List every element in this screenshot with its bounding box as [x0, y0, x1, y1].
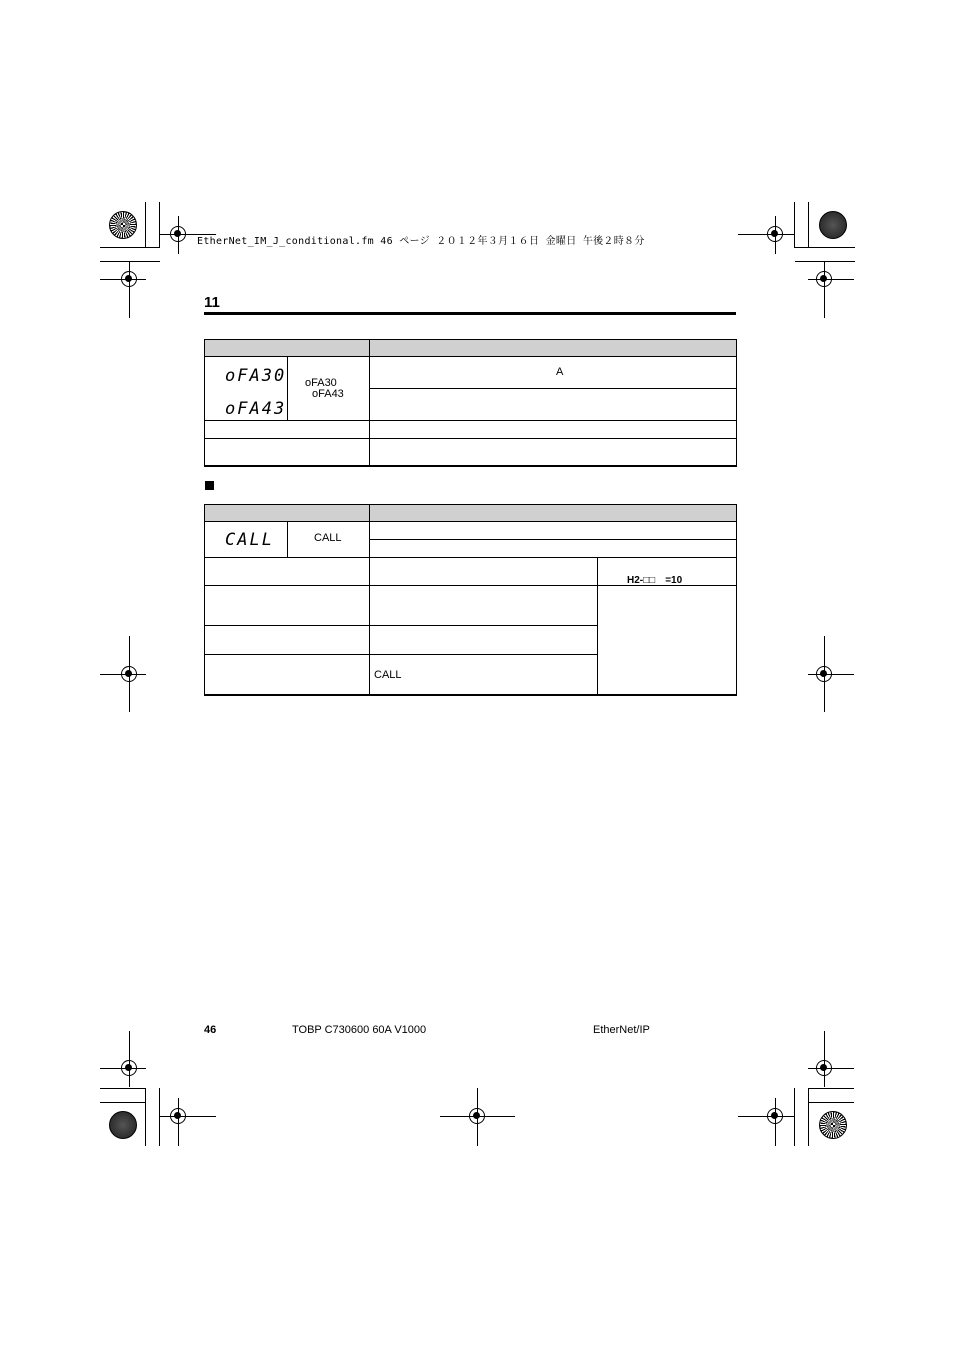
cause-cell [204, 625, 370, 655]
crop-line [808, 202, 809, 248]
crop-line [808, 1102, 854, 1103]
cause-cell [204, 420, 370, 439]
cause-cell [369, 625, 598, 655]
code-label: oFA30 [305, 377, 337, 389]
crop-line [808, 279, 854, 280]
remedy-cell [204, 438, 370, 467]
cause-cell [369, 420, 737, 439]
crop-line [738, 234, 794, 235]
crop-line [129, 636, 130, 712]
remedy-cell [369, 438, 737, 467]
product-name: EtherNet/IP [593, 1024, 650, 1036]
segment-display-code: oFA30 [225, 366, 287, 386]
print-header: EtherNet_IM_J_conditional.fm 46 ページ ２０１２年３月１６日 金曜日 午後２時８分 [197, 236, 645, 247]
crop-line [100, 279, 146, 280]
description-cell [369, 388, 737, 421]
display-cell [204, 356, 288, 421]
cause-cell [204, 654, 370, 696]
crop-line [824, 636, 825, 712]
code-label: CALL [314, 532, 342, 544]
page-number: 46 [204, 1024, 217, 1036]
description-cell [369, 521, 737, 540]
crop-line [100, 247, 160, 248]
doc-number: TOBP C730600 60A V1000 [292, 1024, 427, 1036]
code-cell [287, 356, 370, 421]
starburst-mark-icon [819, 1111, 847, 1139]
noise-mark-icon [819, 211, 847, 239]
table-header-right [369, 504, 737, 522]
cell-text: CALL [374, 669, 402, 681]
param-cell [597, 557, 737, 586]
crop-line [129, 262, 130, 318]
chapter-rule [204, 312, 736, 315]
table-header-left [204, 339, 370, 357]
table-header-left [204, 504, 370, 522]
chapter-number: 11 [204, 294, 220, 311]
cell-text: A [556, 366, 564, 378]
starburst-mark-icon [109, 211, 137, 239]
crop-line [100, 1102, 146, 1103]
segment-display-code: oFA43 [225, 399, 287, 419]
crop-line [775, 1098, 776, 1146]
segment-display-code: CALL [225, 530, 274, 550]
cause-cell [204, 557, 370, 586]
crop-line [145, 202, 146, 248]
crop-line [100, 261, 160, 262]
crop-line [824, 1031, 825, 1087]
crop-line [794, 202, 795, 248]
cause-cell [369, 654, 598, 696]
description-cell [369, 356, 737, 389]
crop-line [824, 262, 825, 318]
table-bottom-rule [204, 465, 737, 467]
cause-cell [369, 585, 598, 626]
crop-line [160, 1116, 216, 1117]
table-bottom-rule [204, 694, 737, 696]
crop-line [100, 1068, 146, 1069]
section-bullet-icon [205, 481, 214, 490]
cause-cell [369, 557, 598, 586]
noise-mark-icon [109, 1111, 137, 1139]
crop-line [129, 1031, 130, 1087]
crop-line [808, 1088, 854, 1089]
display-cell [204, 521, 288, 558]
crop-line [795, 247, 855, 248]
crop-line [178, 1098, 179, 1146]
crop-line [100, 674, 146, 675]
code-label: oFA43 [312, 388, 344, 400]
crop-line [808, 674, 854, 675]
crop-line [795, 261, 855, 262]
crop-line [159, 1088, 160, 1146]
description-cell [369, 539, 737, 558]
crop-line [100, 1088, 146, 1089]
table-header-right [369, 339, 737, 357]
crop-line [477, 1088, 478, 1146]
crop-line [145, 1088, 146, 1146]
crop-line [738, 1116, 794, 1117]
merged-cell [597, 585, 737, 696]
crop-line [808, 1088, 809, 1146]
crop-line [808, 1068, 854, 1069]
crop-line [159, 202, 160, 248]
crop-line [794, 1088, 795, 1146]
crop-line [178, 216, 179, 254]
param-note: H2-□□ =10 [627, 575, 683, 586]
crop-line [775, 216, 776, 254]
cause-cell [204, 585, 370, 626]
code-cell [287, 521, 370, 558]
